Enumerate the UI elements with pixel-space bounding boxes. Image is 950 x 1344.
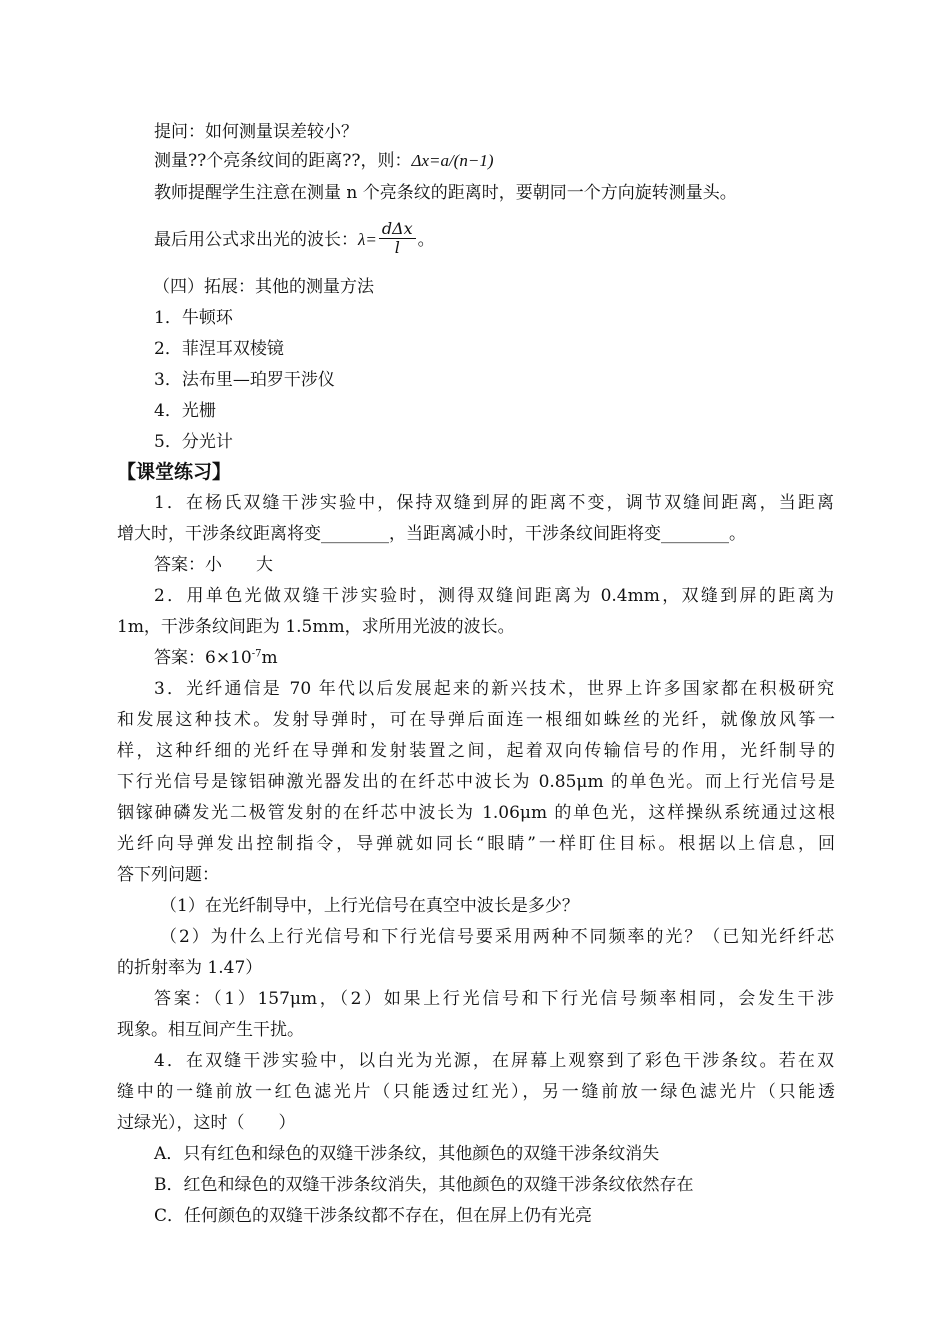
q3-line: 样，这种纤细的光纤在导弹和发射装置之间，起着双向传输信号的作用，光纤制导的: [117, 741, 835, 761]
extension-item: 1．牛顿环: [154, 308, 233, 328]
q3-line: 光纤向导弹发出控制指令，导弹就如同长“眼睛”一样盯住目标。根据以上信息，回: [117, 834, 835, 854]
wavelength-text: 最后用公式求出光的波长：: [154, 230, 358, 250]
answer-2-unit: m: [261, 648, 278, 668]
q4-line-1: 4．在双缝干涉实验中，以白光为光源，在屏幕上观察到了彩色干涉条纹。若在双: [154, 1051, 834, 1071]
q2-line-1: 2．用单色光做双缝干涉实验时，测得双缝间距离为 0.4mm，双缝到屏的距离为: [154, 586, 834, 606]
answer-2-text: 答案：6×10: [154, 648, 252, 668]
wavelength-line: [154, 219, 874, 259]
fraction-numerator: dΔx: [379, 220, 416, 239]
answer-2-exponent: -7: [251, 648, 262, 660]
q1-line-2: 增大时，干涉条纹距离将变________，当距离减小时，干涉条纹间距将变________。: [117, 524, 746, 544]
measure-line: [154, 150, 874, 172]
answer-2: [154, 647, 874, 669]
option-b: B．红色和绿色的双缝干涉条纹消失，其他颜色的双缝干涉条纹依然存在: [154, 1175, 694, 1195]
q3-sub-1: （1）在光纤制导中，上行光信号在真空中波长是多少？: [160, 896, 579, 916]
answer-3-line-2: 现象。相互间产生干扰。: [117, 1020, 304, 1040]
lambda-lhs: λ=: [358, 230, 377, 249]
extension-title: （四）拓展：其他的测量方法: [153, 277, 374, 297]
q3-line: 铟镓砷磷发光二极管发射的在纤芯中波长为 1.06μm 的单色光，这样操纵系统通过这根: [117, 803, 835, 823]
q2-line-2: 1m，干涉条纹间距为 1.5mm，求所用光波的波长。: [117, 617, 515, 637]
q3-sub-2-line-2: 的折射率为 1.47）: [117, 958, 263, 978]
q4-line-3: 过绿光），这时（ ）: [117, 1113, 296, 1133]
extension-item: 5．分光计: [154, 432, 233, 452]
wavelength-suffix: 。: [417, 230, 435, 250]
fraction-denominator: l: [394, 238, 400, 257]
wavelength-fraction: [379, 220, 416, 257]
extension-item: 3．法布里—珀罗干涉仪: [154, 370, 335, 390]
answer-1: 答案：小 大: [154, 555, 273, 575]
answer-3-line-1: 答案：（1）157μm，（2）如果上行光信号和下行光信号频率相同，会发生干涉: [154, 989, 834, 1009]
practice-heading: 【课堂练习】: [117, 461, 232, 483]
q4-line-2: 缝中的一缝前放一红色滤光片（只能透过红光），另一缝前放一绿色滤光片（只能透: [117, 1082, 835, 1102]
measure-text: 测量??个亮条纹间的距离??，则：: [154, 151, 412, 171]
spacing-formula: Δx=a/(n−1): [411, 151, 494, 170]
q3-line: 3．光纤通信是 70 年代以后发展起来的新兴技术，世界上许多国家都在积极研究: [154, 679, 834, 699]
q3-line: 答下列问题：: [117, 865, 219, 885]
option-a: A．只有红色和绿色的双缝干涉条纹，其他颜色的双缝干涉条纹消失: [154, 1144, 660, 1164]
q3-sub-2-line-1: （2）为什么上行光信号和下行光信号要采用两种不同频率的光？（已知光纤纤芯: [160, 927, 834, 947]
q1-line-1: 1．在杨氏双缝干涉实验中，保持双缝到屏的距离不变，调节双缝间距离，当距离: [154, 493, 834, 513]
q3-line: 和发展这种技术。发射导弹时，可在导弹后面连一根细如蛛丝的光纤，就像放风筝一: [117, 710, 835, 730]
question-line: 提问：如何测量误差较小？: [154, 122, 358, 142]
reminder-line: 教师提醒学生注意在测量 n 个亮条纹的距离时，要朝同一个方向旋转测量头。: [154, 183, 737, 203]
option-c: C．任何颜色的双缝干涉条纹都不存在，但在屏上仍有光亮: [154, 1206, 593, 1226]
extension-item: 4．光栅: [154, 401, 216, 421]
q3-line: 下行光信号是镓铝砷激光器发出的在纤芯中波长为 0.85μm 的单色光。而上行光信号是: [117, 772, 835, 792]
extension-item: 2．菲涅耳双棱镜: [154, 339, 284, 359]
